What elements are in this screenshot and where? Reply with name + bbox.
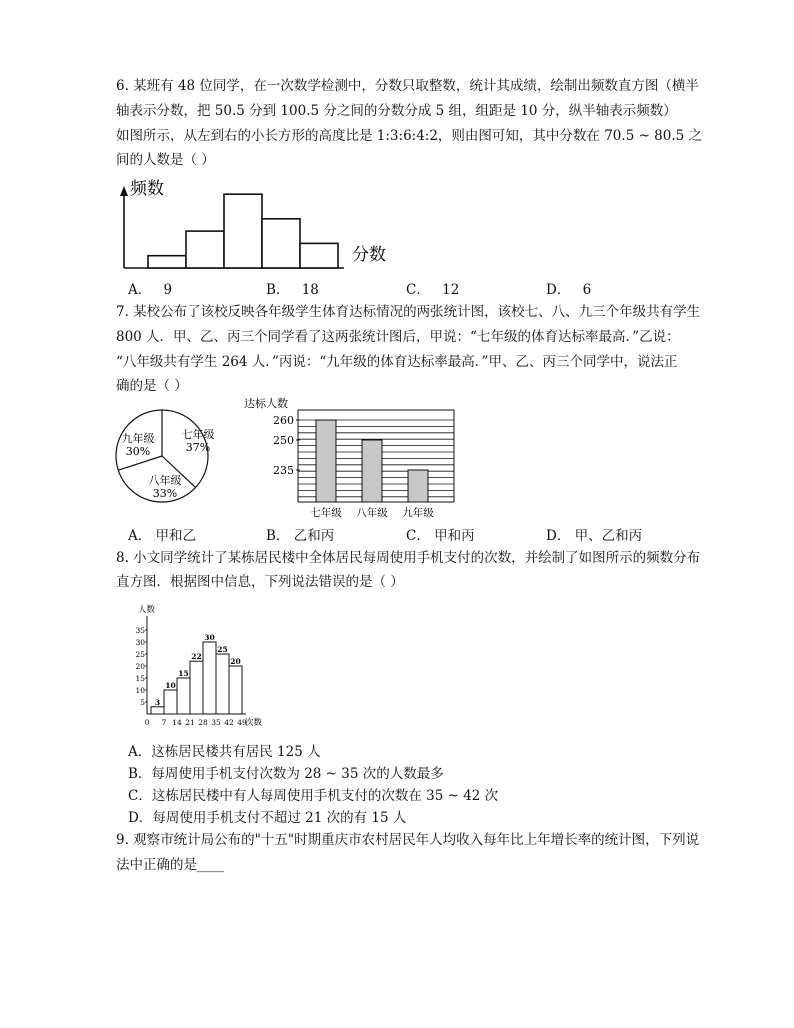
- q8-ytick-10: 10: [135, 686, 145, 695]
- q7-choice-c-text: 甲和丙: [434, 528, 475, 544]
- q7-bar-2: [362, 440, 382, 502]
- q6-choice-c-letter: C．: [406, 282, 430, 298]
- q7-pie-pct-3: 30%: [125, 445, 151, 458]
- q7-line-3: “八年级共有学生 264 人．”丙说：“九年级的体育达标率最高．”甲、乙、丙三个同学中，说法正: [116, 354, 678, 370]
- q8-line-1: 8. 小文同学统计了某栋居民楼中全体居民每周使用手机支付的次数，并绘制了如图所示的频数分布: [116, 550, 701, 566]
- q8-bar-1: [151, 707, 164, 714]
- q8-bar-label-1: 3: [154, 697, 161, 707]
- q8-ytick-35: 35: [135, 626, 145, 635]
- q7-choice-b-letter: B．: [266, 528, 290, 544]
- q6-choice-b-letter: B．: [266, 282, 290, 298]
- q9-line-1: 9. 观察市统计局公布的"十五"时期重庆市农村居民年人均收入每年比上年增长率的统计图，下列说: [116, 832, 700, 848]
- q8-choice-b[interactable]: B．每周使用手机支付次数为 28 ~ 35 次的人数最多: [128, 766, 444, 782]
- q8-line-2: 直方图．根据图中信息，下列说法错误的是（ ）: [116, 574, 404, 590]
- q8-bar-label-3: 15: [178, 669, 189, 678]
- q6-bar-1: [148, 256, 186, 268]
- q7-choice-c[interactable]: [406, 524, 475, 544]
- q7-pie-pct-1: 37%: [185, 441, 211, 454]
- q6-line-2: 轴表示分数，把 50.5 分到 100.5 分之间的分数分成 5 组，组距是 10 分，纵半轴表示频数）: [116, 103, 677, 119]
- q7-bar-chart: [240, 396, 460, 522]
- q8-xtick-0: 0: [144, 718, 150, 727]
- q8-choice-d[interactable]: D．每周使用手机支付不超过 21 次的有 15 人: [128, 810, 407, 826]
- q8-xtick-7: 7: [161, 718, 167, 727]
- q7-pie-name-3: 九年级: [121, 432, 155, 445]
- q8-y-label: 人数: [138, 605, 156, 615]
- q7-bar-1: [316, 420, 336, 502]
- q7-xtick-2: 八年级: [356, 507, 388, 519]
- q7-bar-ylabel: 达标人数: [244, 397, 288, 410]
- q7-choice-a-text: 甲和乙: [155, 528, 197, 544]
- q6-choice-b-text: 18: [301, 282, 319, 298]
- q6-line-1: 6. 某班有 48 位同学，在一次数学检测中，分数只取整数，统计其成绩，绘制出频数直方图（横半: [116, 78, 699, 94]
- q7-ytick-250: 250: [273, 434, 294, 447]
- q8-ytick-20: 20: [135, 662, 145, 671]
- q6-x-label: 分数: [352, 245, 386, 265]
- q6-choice-c[interactable]: [406, 278, 459, 298]
- q8-bar-label-7: 20: [230, 657, 241, 666]
- q6-bar-3: [224, 194, 262, 268]
- q8-xtick-49: 49: [237, 718, 247, 727]
- q7-ytick-235: 235: [273, 464, 294, 477]
- q7-xtick-1: 七年级: [310, 507, 342, 519]
- q7-ytick-260: 260: [273, 414, 294, 427]
- q6-choice-d-letter: D．: [546, 282, 571, 298]
- q8-x-label: 次数: [245, 718, 263, 728]
- q8-xtick-35: 35: [211, 718, 221, 727]
- q6-choice-a[interactable]: [128, 278, 172, 298]
- q7-pie-name-1: 七年级: [181, 428, 215, 441]
- q8-ytick-30: 30: [135, 638, 145, 647]
- q8-bar-label-5: 30: [204, 633, 215, 642]
- q6-choice-d[interactable]: [546, 278, 591, 298]
- q7-choice-d-text: 甲、乙和丙: [574, 528, 643, 544]
- q8-ytick-25: 25: [135, 650, 145, 659]
- q8-bar-label-2: 10: [165, 681, 176, 690]
- q7-choice-d-letter: D．: [546, 528, 571, 544]
- q7-choice-a-letter: A．: [128, 528, 152, 544]
- q6-choice-b[interactable]: [266, 278, 319, 298]
- q8-histogram: [130, 604, 290, 728]
- q7-xtick-3: 九年级: [402, 507, 434, 519]
- q8-choice-c[interactable]: C．这栋居民楼中有人每周使用手机支付的次数在 35 ~ 42 次: [128, 788, 499, 804]
- q7-pie-chart: [116, 398, 216, 514]
- q7-line-2: 800 人．甲、乙、丙三个同学看了这两张统计图后，甲说：“七年级的体育达标率最高．”乙说：: [116, 329, 680, 345]
- q7-choice-b[interactable]: [266, 524, 334, 544]
- q6-bar-5: [300, 243, 338, 268]
- q6-choice-c-text: 12: [442, 282, 460, 298]
- q8-xtick-14: 14: [172, 718, 182, 727]
- q6-line-4: 间的人数是（ ）: [116, 152, 215, 168]
- q8-xtick-21: 21: [185, 718, 195, 727]
- q6-choice-a-letter: A．: [128, 282, 152, 298]
- q7-line-4: 确的是（ ）: [116, 378, 188, 394]
- q8-bar-5: [203, 642, 216, 714]
- q7-choice-b-text: 乙和丙: [293, 528, 335, 544]
- q7-bar-3: [408, 470, 428, 502]
- q8-ytick-5: 5: [140, 698, 145, 707]
- q8-bar-label-6: 25: [217, 645, 228, 654]
- q9-line-2: 法中正确的是____: [116, 857, 224, 873]
- q8-bar-7: [229, 666, 242, 714]
- q6-y-label: 频数: [130, 179, 164, 199]
- q8-xtick-42: 42: [224, 718, 234, 727]
- q7-choice-d[interactable]: [546, 524, 642, 544]
- q6-bar-4: [262, 219, 300, 268]
- q8-bar-label-4: 22: [191, 652, 202, 662]
- q8-bar-6: [216, 654, 229, 714]
- q7-pie-pct-2: 33%: [152, 487, 178, 500]
- q7-line-1: 7. 某校公布了该校反映各年级学生体育达标情况的两张统计图，该校七、八、九三个年级共有学生: [116, 304, 701, 320]
- q8-bar-2: [164, 690, 177, 714]
- q8-bar-3: [177, 678, 190, 714]
- q6-bar-2: [186, 231, 224, 268]
- q7-pie-name-2: 八年级: [148, 474, 182, 487]
- q6-choice-d-text: 6: [582, 282, 592, 298]
- q8-xtick-28: 28: [198, 718, 208, 727]
- q8-choice-a[interactable]: A．这栋居民楼共有居民 125 人: [128, 744, 321, 760]
- q7-choice-a[interactable]: [128, 524, 196, 544]
- q8-ytick-15: 15: [135, 674, 145, 683]
- q6-histogram: [110, 176, 410, 276]
- q6-line-3: 如图所示，从左到右的小长方形的高度比是 1:3:6:4:2，则由图可知，其中分数在 70.5 ~ 80.5 之: [116, 128, 703, 144]
- q6-y-arrow: [120, 186, 128, 196]
- q8-bar-4: [190, 661, 203, 714]
- q7-choice-c-letter: C．: [406, 528, 430, 544]
- q6-choice-a-text: 9: [163, 282, 173, 298]
